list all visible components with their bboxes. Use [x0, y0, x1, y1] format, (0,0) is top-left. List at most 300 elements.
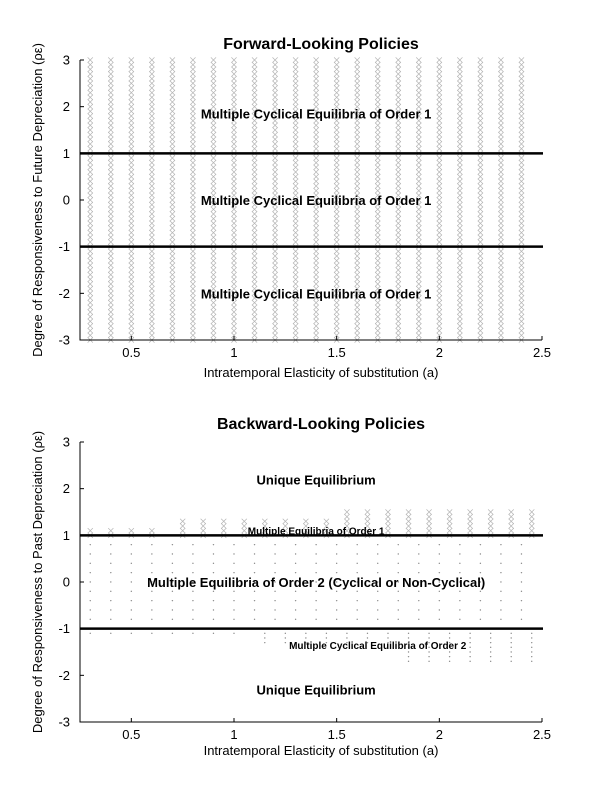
x-marker: [88, 309, 93, 314]
x-marker: [509, 528, 514, 533]
dot-marker: [511, 642, 512, 643]
x-marker: [498, 62, 503, 67]
x-marker: [293, 123, 298, 128]
x-marker: [478, 169, 483, 174]
x-marker: [129, 197, 134, 202]
x-marker: [108, 99, 113, 104]
x-marker: [211, 179, 216, 184]
x-marker: [231, 85, 236, 90]
dot-marker: [285, 633, 286, 634]
x-marker: [170, 90, 175, 95]
dot-marker: [274, 572, 275, 573]
x-marker: [108, 57, 113, 62]
x-marker: [396, 99, 401, 104]
x-marker: [149, 179, 154, 184]
x-marker: [457, 281, 462, 286]
x-marker: [190, 174, 195, 179]
x-marker: [293, 319, 298, 324]
x-marker: [498, 291, 503, 296]
dot-marker: [521, 600, 522, 601]
x-marker: [272, 328, 277, 333]
x-marker: [129, 216, 134, 221]
x-marker: [231, 146, 236, 151]
dot-marker: [357, 600, 358, 601]
x-marker: [149, 295, 154, 300]
x-tick-label: 0.5: [122, 345, 141, 360]
dot-marker: [90, 544, 91, 545]
x-marker: [437, 132, 442, 137]
x-marker: [375, 132, 380, 137]
x-marker: [190, 286, 195, 291]
x-marker: [272, 323, 277, 328]
x-marker: [437, 188, 442, 193]
x-marker: [293, 57, 298, 62]
x-marker: [355, 179, 360, 184]
x-marker: [190, 272, 195, 277]
dot-marker: [295, 609, 296, 610]
x-marker: [498, 258, 503, 263]
dot-marker: [336, 591, 337, 592]
x-marker: [129, 230, 134, 235]
x-marker: [375, 99, 380, 104]
x-marker: [170, 123, 175, 128]
x-marker: [498, 216, 503, 221]
region-label: Multiple Cyclical Equilibria of Order 1: [200, 193, 432, 208]
x-marker: [478, 230, 483, 235]
x-marker: [334, 76, 339, 81]
x-marker: [149, 95, 154, 100]
x-marker: [149, 328, 154, 333]
x-marker: [129, 258, 134, 263]
dot-marker: [346, 637, 347, 638]
x-marker: [88, 258, 93, 263]
dot-marker: [408, 633, 409, 634]
x-marker: [190, 95, 195, 100]
x-marker: [457, 109, 462, 114]
x-marker: [396, 67, 401, 72]
x-marker: [293, 239, 298, 244]
x-marker: [211, 314, 216, 319]
x-marker: [498, 221, 503, 226]
x-marker: [478, 165, 483, 170]
x-marker: [252, 146, 257, 151]
dot-marker: [336, 544, 337, 545]
x-marker: [437, 81, 442, 86]
x-marker: [457, 90, 462, 95]
x-marker: [88, 132, 93, 137]
x-marker: [416, 67, 421, 72]
x-marker: [314, 258, 319, 263]
x-marker: [149, 291, 154, 296]
x-marker: [129, 207, 134, 212]
dot-marker: [500, 600, 501, 601]
x-marker: [416, 85, 421, 90]
dot-marker: [192, 609, 193, 610]
dot-marker: [90, 572, 91, 573]
x-marker: [375, 267, 380, 272]
x-marker: [519, 188, 524, 193]
x-marker: [468, 523, 473, 528]
x-marker: [272, 165, 277, 170]
dot-marker: [213, 544, 214, 545]
x-marker: [231, 272, 236, 277]
x-marker: [149, 272, 154, 277]
x-marker: [355, 249, 360, 254]
x-marker: [334, 272, 339, 277]
x-marker: [170, 225, 175, 230]
x-marker: [314, 160, 319, 165]
x-marker: [509, 514, 514, 519]
x-marker: [252, 323, 257, 328]
x-tick-label: 2: [435, 345, 443, 360]
x-marker: [211, 146, 216, 151]
x-marker: [437, 62, 442, 67]
x-marker: [437, 207, 442, 212]
x-marker: [231, 225, 236, 230]
x-marker: [129, 188, 134, 193]
x-marker: [457, 67, 462, 72]
x-marker: [437, 230, 442, 235]
y-tick-label: 0: [62, 574, 70, 590]
dot-marker: [254, 591, 255, 592]
x-tick-label: 1: [230, 727, 238, 742]
x-marker: [293, 221, 298, 226]
x-axis-label: Intratemporal Elasticity of substitution (a): [203, 365, 439, 380]
x-marker: [314, 99, 319, 104]
x-marker: [190, 155, 195, 160]
x-marker: [211, 137, 216, 142]
x-marker: [437, 90, 442, 95]
x-marker: [88, 95, 93, 100]
x-marker: [252, 319, 257, 324]
x-marker: [129, 99, 134, 104]
x-marker: [211, 160, 216, 165]
x-marker: [108, 193, 113, 198]
x-marker: [108, 305, 113, 310]
dot-marker: [469, 661, 470, 662]
x-marker: [416, 179, 421, 184]
x-marker: [396, 216, 401, 221]
dot-marker: [408, 637, 409, 638]
x-marker: [149, 207, 154, 212]
x-marker: [129, 62, 134, 67]
x-marker: [334, 71, 339, 76]
x-marker: [396, 76, 401, 81]
dot-marker: [264, 642, 265, 643]
x-marker: [396, 211, 401, 216]
dot-marker: [480, 609, 481, 610]
x-marker: [355, 216, 360, 221]
x-marker: [355, 328, 360, 333]
x-marker: [170, 221, 175, 226]
x-marker: [88, 85, 93, 90]
x-marker: [416, 57, 421, 62]
x-marker: [334, 179, 339, 184]
x-marker: [355, 123, 360, 128]
x-marker: [231, 123, 236, 128]
x-marker: [498, 118, 503, 123]
dot-marker: [480, 544, 481, 545]
x-marker: [190, 277, 195, 282]
x-marker: [149, 216, 154, 221]
x-marker: [416, 225, 421, 230]
x-marker: [149, 253, 154, 258]
x-marker: [190, 90, 195, 95]
x-marker: [519, 258, 524, 263]
x-marker: [457, 132, 462, 137]
x-marker: [129, 323, 134, 328]
x-marker: [355, 333, 360, 338]
x-marker: [396, 253, 401, 258]
x-marker: [211, 328, 216, 333]
dot-marker: [151, 600, 152, 601]
x-marker: [519, 146, 524, 151]
x-marker: [283, 519, 288, 524]
x-marker: [272, 95, 277, 100]
x-marker: [129, 127, 134, 132]
x-marker: [314, 211, 319, 216]
x-marker: [108, 85, 113, 90]
x-marker: [478, 328, 483, 333]
x-marker: [211, 90, 216, 95]
x-marker: [129, 305, 134, 310]
x-marker: [149, 323, 154, 328]
x-marker: [396, 174, 401, 179]
dot-marker: [295, 544, 296, 545]
x-marker: [375, 62, 380, 67]
x-marker: [498, 95, 503, 100]
x-marker: [88, 314, 93, 319]
x-marker: [211, 141, 216, 146]
x-marker: [88, 57, 93, 62]
x-marker: [314, 146, 319, 151]
dot-marker: [315, 619, 316, 620]
dot-marker: [387, 637, 388, 638]
x-marker: [334, 328, 339, 333]
x-marker: [334, 85, 339, 90]
dot-marker: [274, 553, 275, 554]
x-marker: [498, 309, 503, 314]
x-marker: [498, 104, 503, 109]
x-marker: [252, 99, 257, 104]
x-marker: [478, 146, 483, 151]
dot-marker: [398, 572, 399, 573]
x-marker: [344, 509, 349, 514]
x-marker: [88, 249, 93, 254]
x-marker: [344, 519, 349, 524]
x-marker: [108, 165, 113, 170]
x-marker: [314, 71, 319, 76]
x-marker: [108, 314, 113, 319]
x-marker: [457, 207, 462, 212]
dot-marker: [172, 600, 173, 601]
x-marker: [478, 253, 483, 258]
x-marker: [375, 165, 380, 170]
dot-marker: [213, 619, 214, 620]
x-marker: [334, 258, 339, 263]
x-marker: [88, 319, 93, 324]
dot-marker: [480, 572, 481, 573]
x-marker: [457, 295, 462, 300]
chart-title: Backward-Looking Policies: [216, 416, 426, 433]
x-marker: [149, 281, 154, 286]
x-marker: [108, 272, 113, 277]
x-marker: [437, 249, 442, 254]
x-marker: [355, 169, 360, 174]
x-marker: [498, 57, 503, 62]
x-marker: [396, 183, 401, 188]
x-marker: [457, 258, 462, 263]
x-marker: [190, 123, 195, 128]
x-marker: [314, 333, 319, 338]
x-marker: [252, 258, 257, 263]
x-marker: [149, 62, 154, 67]
x-marker: [519, 179, 524, 184]
x-marker: [519, 76, 524, 81]
x-marker: [519, 305, 524, 310]
dot-marker: [439, 553, 440, 554]
x-marker: [437, 216, 442, 221]
x-marker: [437, 263, 442, 268]
x-marker: [190, 202, 195, 207]
x-marker: [478, 305, 483, 310]
x-marker: [170, 132, 175, 137]
x-marker: [129, 249, 134, 254]
x-marker: [437, 211, 442, 216]
x-marker: [129, 277, 134, 282]
x-marker: [88, 127, 93, 132]
x-marker: [375, 67, 380, 72]
dot-marker: [233, 633, 234, 634]
y-axis-label: Degree of Responsiveness to Past Depreciation (ρε): [30, 430, 45, 734]
x-marker: [293, 141, 298, 146]
x-marker: [396, 258, 401, 263]
x-marker: [231, 183, 236, 188]
dot-marker: [172, 563, 173, 564]
x-marker: [231, 165, 236, 170]
x-marker: [498, 67, 503, 72]
x-marker: [314, 169, 319, 174]
x-marker: [426, 514, 431, 519]
x-marker: [231, 216, 236, 221]
x-marker: [190, 165, 195, 170]
x-marker: [190, 113, 195, 118]
x-marker: [334, 169, 339, 174]
x-marker: [252, 263, 257, 268]
x-marker: [149, 221, 154, 226]
x-marker: [334, 263, 339, 268]
x-marker: [129, 300, 134, 305]
x-marker: [416, 323, 421, 328]
x-marker: [457, 249, 462, 254]
x-marker: [314, 137, 319, 142]
x-marker: [252, 272, 257, 277]
x-marker: [272, 216, 277, 221]
x-marker: [478, 202, 483, 207]
x-marker: [108, 323, 113, 328]
x-marker: [272, 123, 277, 128]
x-marker: [396, 277, 401, 282]
x-marker: [149, 235, 154, 240]
x-marker: [129, 57, 134, 62]
x-marker: [334, 277, 339, 282]
x-marker: [334, 319, 339, 324]
x-marker: [108, 528, 113, 533]
x-marker: [272, 57, 277, 62]
x-marker: [416, 123, 421, 128]
dot-marker: [490, 656, 491, 657]
x-marker: [272, 314, 277, 319]
x-marker: [498, 183, 503, 188]
x-marker: [437, 272, 442, 277]
dot-marker: [131, 544, 132, 545]
x-marker: [211, 165, 216, 170]
x-marker: [293, 132, 298, 137]
dot-marker: [254, 544, 255, 545]
x-marker: [396, 319, 401, 324]
x-marker: [252, 95, 257, 100]
x-marker: [170, 309, 175, 314]
dot-marker: [315, 553, 316, 554]
x-marker: [314, 127, 319, 132]
x-marker: [293, 99, 298, 104]
x-marker: [88, 99, 93, 104]
x-marker: [478, 267, 483, 272]
dot-marker: [336, 572, 337, 573]
x-marker: [231, 71, 236, 76]
x-marker: [108, 95, 113, 100]
dot-marker: [531, 637, 532, 638]
x-marker: [190, 207, 195, 212]
x-marker: [416, 258, 421, 263]
x-marker: [498, 109, 503, 114]
dot-marker: [151, 633, 152, 634]
x-marker: [468, 509, 473, 514]
x-marker: [457, 211, 462, 216]
x-marker: [457, 160, 462, 165]
dot-marker: [336, 619, 337, 620]
x-marker: [180, 523, 185, 528]
dot-marker: [500, 581, 501, 582]
x-marker: [375, 85, 380, 90]
x-marker: [149, 76, 154, 81]
x-marker: [478, 193, 483, 198]
x-marker: [416, 137, 421, 142]
x-marker: [190, 118, 195, 123]
x-marker: [498, 295, 503, 300]
x-marker: [129, 67, 134, 72]
x-marker: [416, 71, 421, 76]
x-marker: [457, 137, 462, 142]
x-marker: [375, 258, 380, 263]
dot-marker: [387, 633, 388, 634]
x-marker: [375, 272, 380, 277]
x-marker: [498, 81, 503, 86]
x-marker: [88, 188, 93, 193]
x-marker: [457, 193, 462, 198]
dot-marker: [511, 661, 512, 662]
y-tick-label: -2: [58, 285, 70, 301]
x-marker: [88, 71, 93, 76]
x-marker: [231, 81, 236, 86]
dot-marker: [408, 661, 409, 662]
x-marker: [375, 141, 380, 146]
x-marker: [426, 523, 431, 528]
dot-marker: [377, 563, 378, 564]
x-marker: [129, 235, 134, 240]
x-marker: [355, 319, 360, 324]
dot-marker: [151, 544, 152, 545]
